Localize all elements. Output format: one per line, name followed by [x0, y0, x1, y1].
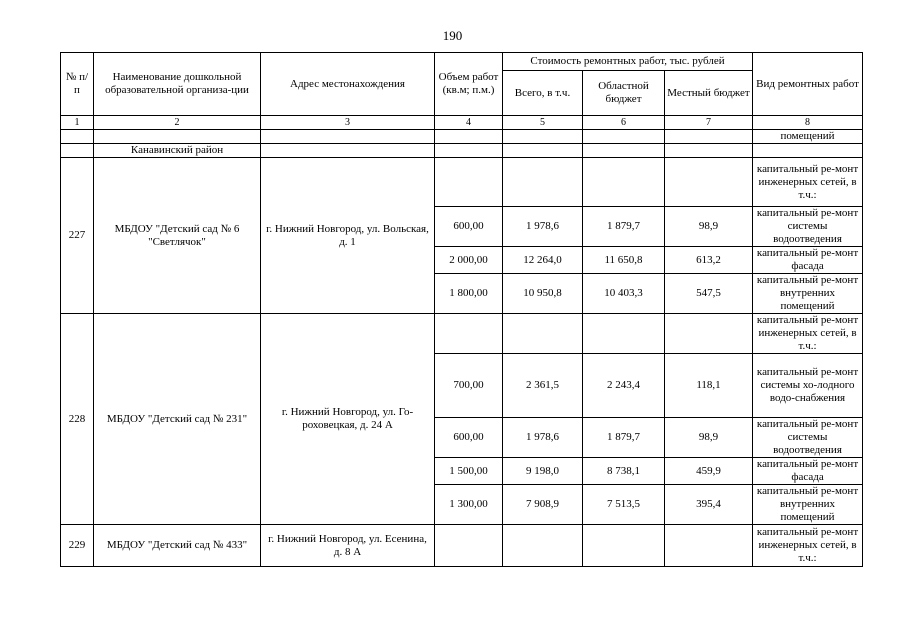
total-cell: 2 361,5	[503, 354, 583, 418]
column-number: 4	[435, 116, 503, 130]
regional-cell: 11 650,8	[583, 247, 665, 274]
entry-address: г. Нижний Новгород, ул. Го-роховецкая, д. 24 А	[261, 314, 435, 525]
header-total: Всего, в т.ч.	[503, 71, 583, 116]
regional-cell	[583, 158, 665, 207]
regional-cell: 1 879,7	[583, 418, 665, 458]
column-number: 3	[261, 116, 435, 130]
column-number: 6	[583, 116, 665, 130]
total-cell: 10 950,8	[503, 274, 583, 314]
local-cell	[665, 158, 753, 207]
volume-cell: 2 000,00	[435, 247, 503, 274]
regional-cell: 2 243,4	[583, 354, 665, 418]
local-cell	[665, 314, 753, 354]
header-work-type: Вид ремонтных работ	[753, 53, 863, 116]
volume-cell	[435, 525, 503, 567]
total-cell: 1 978,6	[503, 207, 583, 247]
volume-cell: 600,00	[435, 418, 503, 458]
column-number: 1	[61, 116, 94, 130]
column-number: 2	[94, 116, 261, 130]
volume-cell	[435, 158, 503, 207]
local-cell: 98,9	[665, 207, 753, 247]
work-type-cell: капитальный ре-монт внутренних помещений	[753, 274, 863, 314]
header-local: Местный бюджет	[665, 71, 753, 116]
work-type-cell: капитальный ре-монт системы хо-лодного водо-снабжения	[753, 354, 863, 418]
work-type-cell: капитальный ре-монт фасада	[753, 458, 863, 485]
entry-address: г. Нижний Новгород, ул. Вольская, д. 1	[261, 158, 435, 314]
regional-cell: 10 403,3	[583, 274, 665, 314]
local-cell	[665, 525, 753, 567]
work-type-cell: капитальный ре-монт инженерных сетей, в т.ч.:	[753, 314, 863, 354]
regional-cell: 1 879,7	[583, 207, 665, 247]
continuation-text: помещений	[753, 130, 863, 144]
header-regional: Областной бюджет	[583, 71, 665, 116]
district-name: Канавинский район	[94, 144, 261, 158]
total-cell	[503, 525, 583, 567]
header-name: Наименование дошкольной образовательной организа-ции	[94, 53, 261, 116]
header-volume: Объем работ (кв.м; п.м.)	[435, 53, 503, 116]
local-cell: 459,9	[665, 458, 753, 485]
header-address: Адрес местонахождения	[261, 53, 435, 116]
column-number: 7	[665, 116, 753, 130]
total-cell: 7 908,9	[503, 485, 583, 525]
column-number: 8	[753, 116, 863, 130]
entry-name: МБДОУ "Детский сад № 231"	[94, 314, 261, 525]
regional-cell: 7 513,5	[583, 485, 665, 525]
work-type-cell: капитальный ре-монт системы водоотведения	[753, 207, 863, 247]
total-cell: 12 264,0	[503, 247, 583, 274]
entry-name: МБДОУ "Детский сад № 433"	[94, 525, 261, 567]
total-cell	[503, 314, 583, 354]
work-type-cell: капитальный ре-монт фасада	[753, 247, 863, 274]
table-row	[61, 158, 863, 207]
regional-cell	[583, 314, 665, 354]
column-number: 5	[503, 116, 583, 130]
local-cell: 613,2	[665, 247, 753, 274]
header-cost-group: Стоимость ремонтных работ, тыс. рублей	[503, 53, 753, 71]
total-cell: 9 198,0	[503, 458, 583, 485]
total-cell	[503, 158, 583, 207]
volume-cell: 600,00	[435, 207, 503, 247]
header-num: № п/п	[61, 53, 94, 116]
local-cell: 395,4	[665, 485, 753, 525]
entry-name: МБДОУ "Детский сад № 6 "Светлячок"	[94, 158, 261, 314]
page-number: 190	[442, 28, 463, 43]
entry-num: 228	[61, 314, 94, 525]
volume-cell	[435, 314, 503, 354]
local-cell: 118,1	[665, 354, 753, 418]
continuation-row	[61, 130, 863, 144]
district-row	[61, 144, 863, 158]
local-cell: 547,5	[665, 274, 753, 314]
regional-cell: 8 738,1	[583, 458, 665, 485]
work-type-cell: капитальный ре-монт инженерных сетей, в т.ч.:	[753, 525, 863, 567]
table-row	[61, 525, 863, 567]
entry-num: 229	[61, 525, 94, 567]
repair-costs-table	[60, 52, 863, 567]
entry-num: 227	[61, 158, 94, 314]
table-row	[61, 314, 863, 354]
entry-address: г. Нижний Новгород, ул. Есенина, д. 8 А	[261, 525, 435, 567]
volume-cell: 1 300,00	[435, 485, 503, 525]
volume-cell: 1 500,00	[435, 458, 503, 485]
total-cell: 1 978,6	[503, 418, 583, 458]
volume-cell: 700,00	[435, 354, 503, 418]
work-type-cell: капитальный ре-монт инженерных сетей, в т.ч.:	[753, 158, 863, 207]
column-number-row	[61, 116, 863, 130]
work-type-cell: капитальный ре-монт системы водоотведения	[753, 418, 863, 458]
regional-cell	[583, 525, 665, 567]
local-cell: 98,9	[665, 418, 753, 458]
work-type-cell: капитальный ре-монт внутренних помещений	[753, 485, 863, 525]
volume-cell: 1 800,00	[435, 274, 503, 314]
